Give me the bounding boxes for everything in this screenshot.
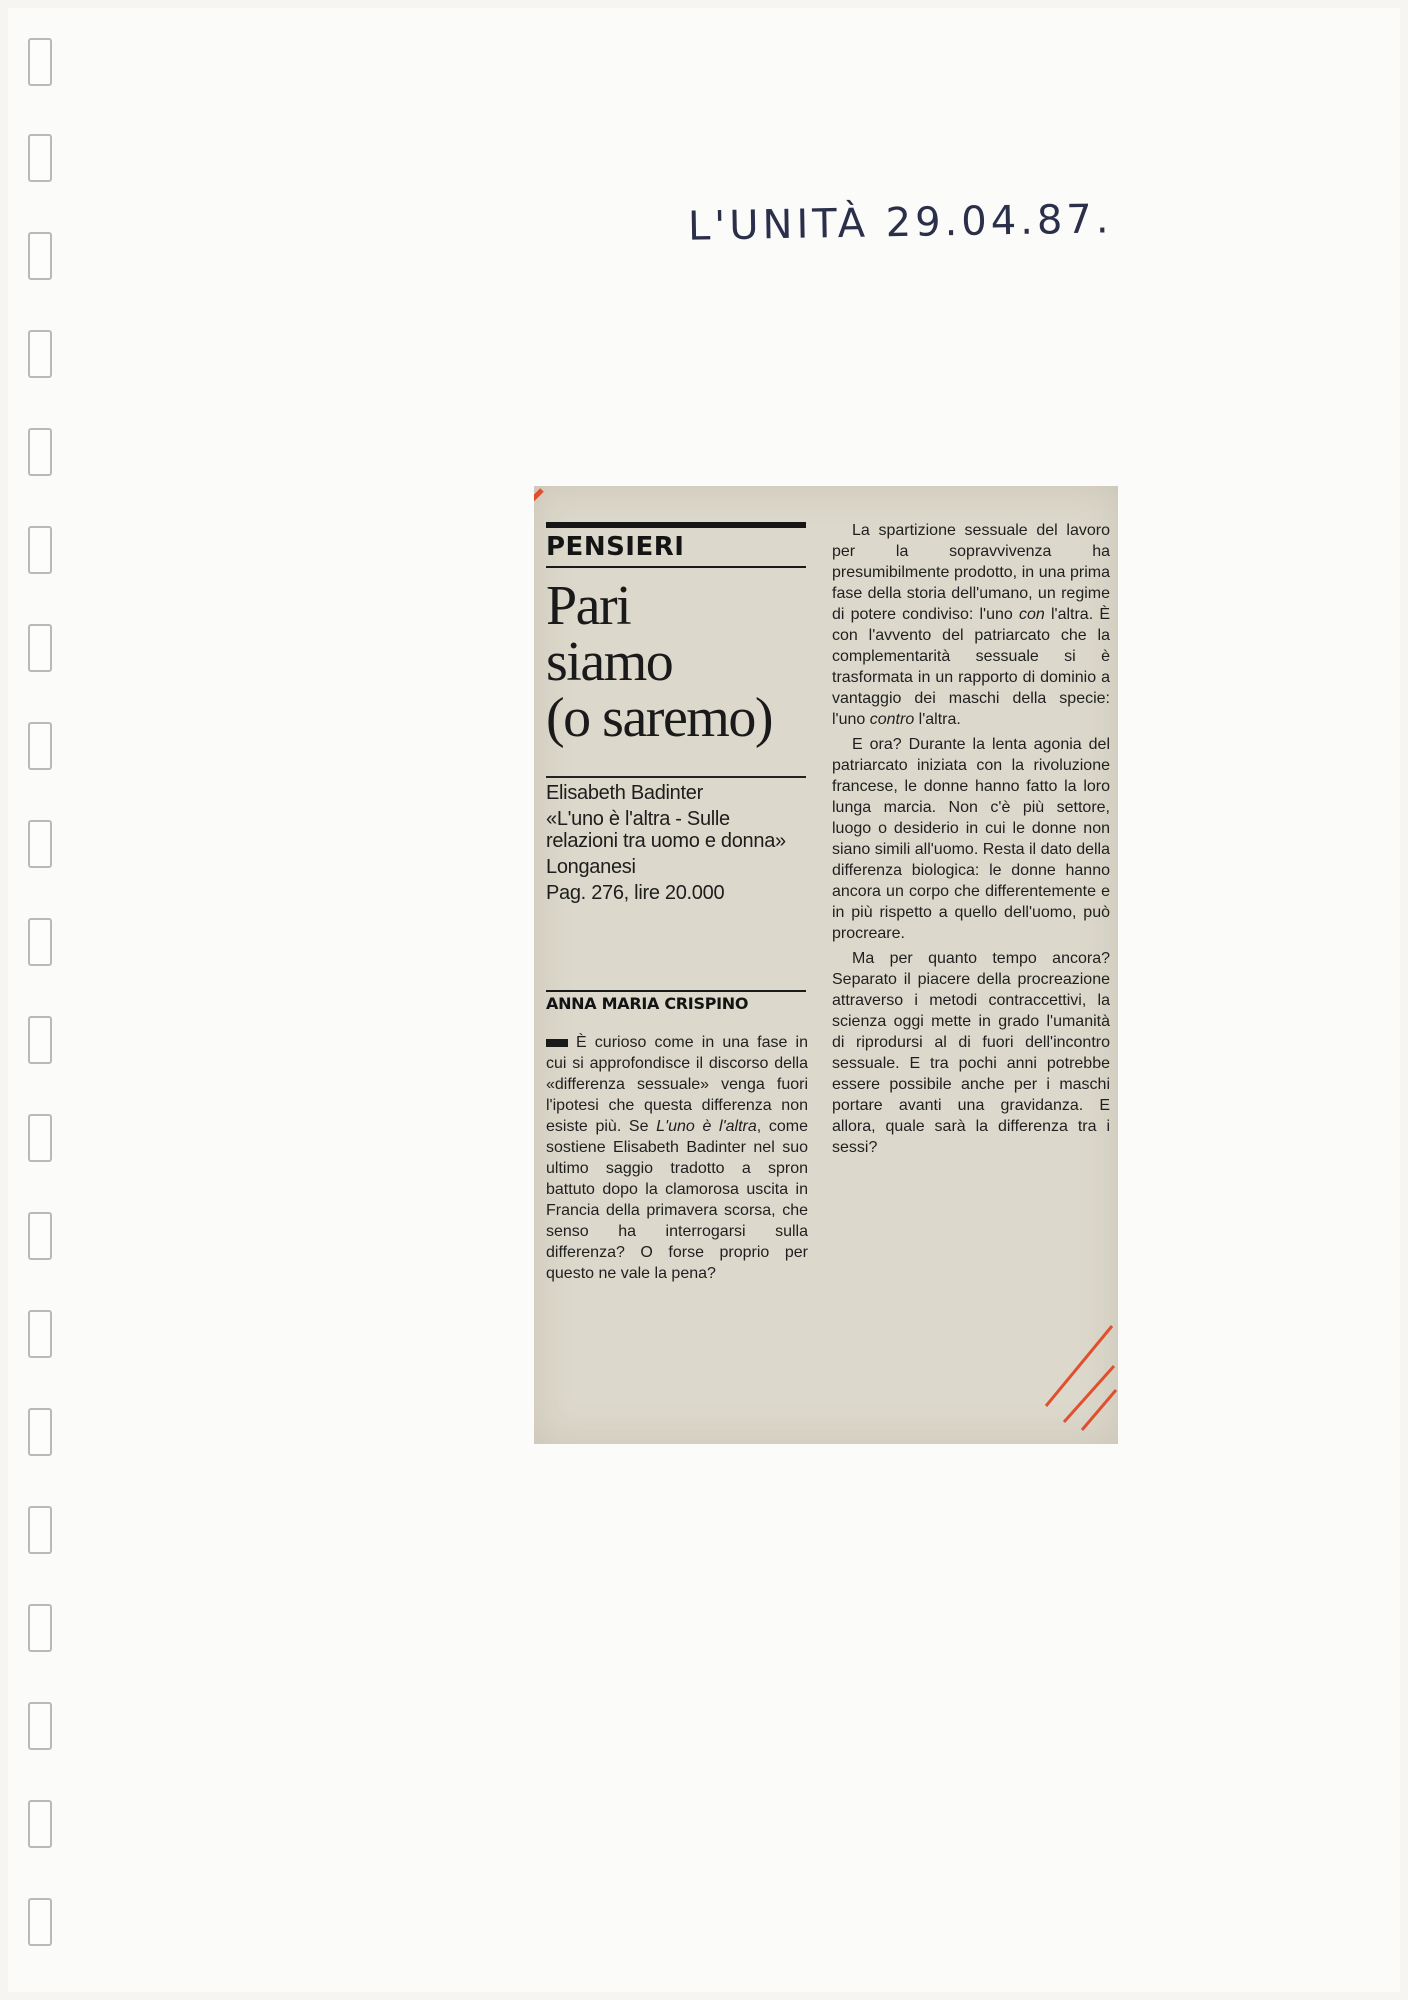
article-body-left — [546, 1032, 808, 1284]
binder-hole — [28, 624, 52, 672]
section-top-rule — [546, 522, 806, 528]
book-title-italic: L'uno è l'altra — [656, 1118, 757, 1135]
body-text: , come sostiene Elisabeth Badinter nel suo ultimo saggio tradotto a spron battuto dopo la clamorosa uscita in Francia della primavera scorsa, che senso ha interrogarsi sulla differenza? O forse proprio per questo ne vale la pena? — [546, 1118, 808, 1282]
section-label: PENSIERI — [546, 532, 685, 562]
headline-line: siamo — [546, 631, 673, 693]
bullet-square-icon — [546, 1039, 568, 1047]
binder-hole — [28, 232, 52, 280]
body-text: La spartizione sessuale del lavoro per la sopravvivenza ha presumibilmente prodotto, in una prima fase della storia dell'umano, un regime di potere condiviso: l'uno — [832, 522, 1110, 623]
binder-hole — [28, 1604, 52, 1652]
binder-hole — [28, 1800, 52, 1848]
headline-rule — [546, 776, 806, 778]
binder-hole — [28, 1310, 52, 1358]
binder-hole — [28, 1408, 52, 1456]
body-text: È curioso come in una fase in cui si approfondisce il discorso della «differenza sessuale» venga fuori l'ipotesi che questa differenza non esiste più. Se — [546, 1034, 808, 1135]
book-title: «L'uno è l'altra - Sulle relazioni tra uomo e donna» — [546, 808, 786, 852]
book-details: Pag. 276, lire 20.000 — [546, 882, 725, 904]
headline — [546, 575, 806, 749]
binder-hole — [28, 918, 52, 966]
red-mark-bottom — [1046, 1326, 1116, 1430]
red-mark-top — [534, 490, 542, 500]
binder-hole — [28, 1898, 52, 1946]
binder-hole — [28, 330, 52, 378]
section-rule — [546, 566, 806, 568]
article-body-right — [832, 520, 1110, 1162]
paragraph: E ora? Durante la lenta agonia del patriarcato iniziata con la rivoluzione francese, le donne hanno fatto la loro lunga marcia. Non c'è più settore, luogo o desiderio in cui le donne non siano simili all'uomo. Resta il dato della differenza biologica: le donne hanno ancora un corpo che differentemente e in più rispetto a quello dell'uomo, può procreare. — [832, 736, 1110, 942]
italic-word: con — [1018, 606, 1045, 623]
newspaper-clipping — [534, 486, 1118, 1444]
headline-line: (o saremo) — [546, 687, 773, 749]
binder-hole — [28, 428, 52, 476]
paragraph: Ma per quanto tempo ancora? Separato il piacere della procreazione attraverso i metodi contraccettivi, la scienza oggi mette in grado l'umanità di riprodursi al di fuori dell'incontro sessuale. E tra pochi anni potrebbe essere possibile anche per i maschi portare avanti una gravidanza. E allora, quale sarà la differenza tra i sessi? — [832, 950, 1110, 1156]
binder-hole — [28, 1212, 52, 1260]
body-text: l'altra. È con l'avvento del patriarcato che la complementarità sessuale si è trasformata in un rapporto di dominio a vantaggio dei maschi della specie: l'uno — [832, 606, 1110, 728]
binder-holes — [16, 0, 56, 2000]
binder-hole — [28, 1506, 52, 1554]
body-text: l'altra. — [914, 711, 961, 728]
handwritten-source-date: L'UNITÀ 29.04.87. — [687, 196, 1113, 250]
book-publisher: Longanesi — [546, 856, 636, 878]
binder-hole — [28, 820, 52, 868]
book-author: Elisabeth Badinter — [546, 782, 703, 804]
book-info — [546, 782, 806, 908]
byline-rule — [546, 990, 806, 992]
binder-hole — [28, 1702, 52, 1750]
binder-hole — [28, 1016, 52, 1064]
byline: ANNA MARIA CRISPINO — [546, 994, 749, 1013]
binder-hole — [28, 134, 52, 182]
binder-hole — [28, 526, 52, 574]
headline-line: Pari — [546, 575, 631, 637]
binder-hole — [28, 38, 52, 86]
paragraph — [832, 520, 1110, 730]
binder-hole — [28, 722, 52, 770]
italic-word: contro — [869, 711, 915, 728]
binder-hole — [28, 1114, 52, 1162]
